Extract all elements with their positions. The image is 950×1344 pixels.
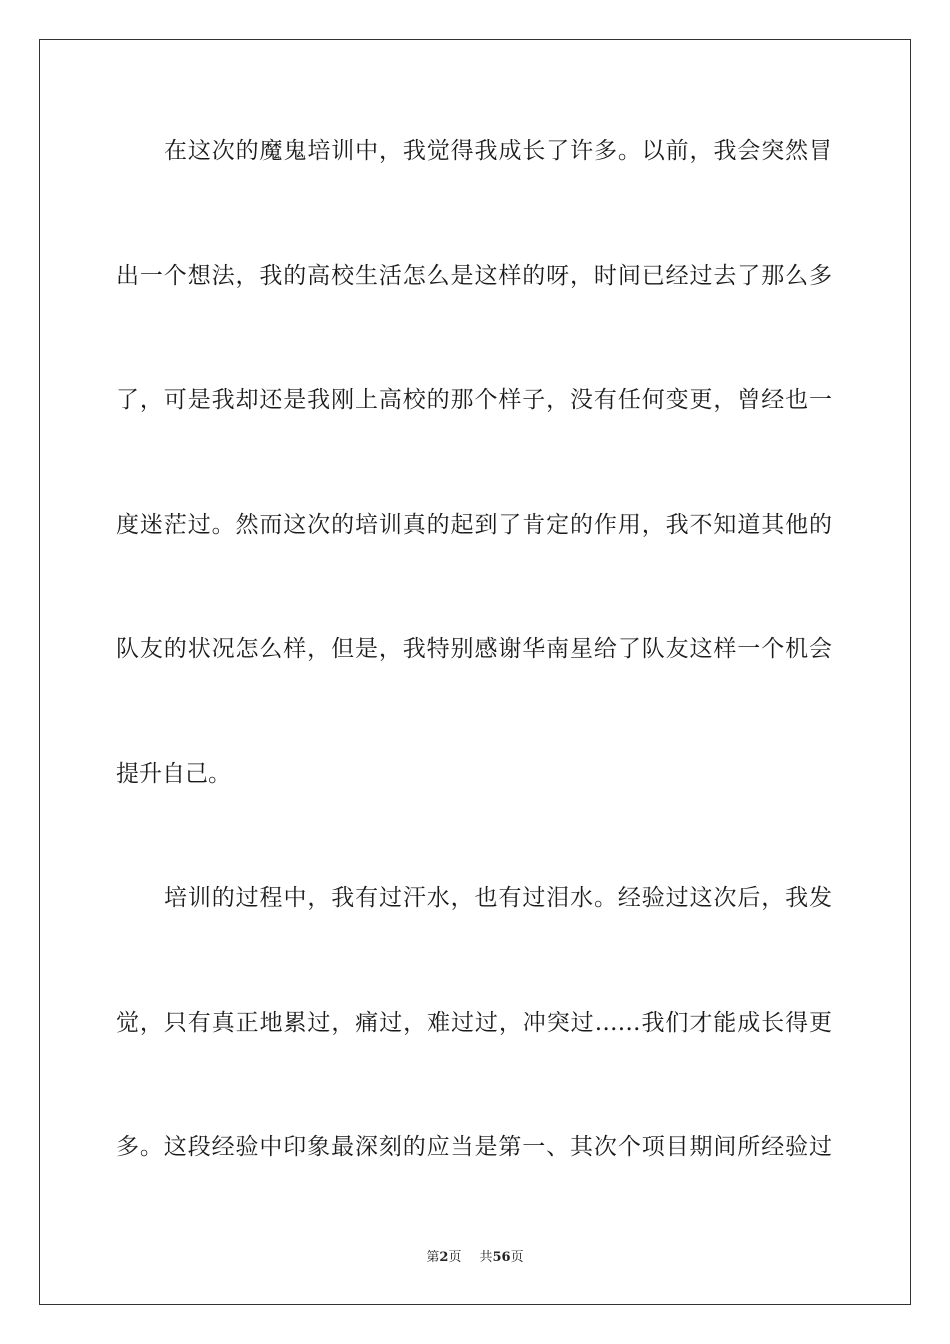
current-page-number: 2 — [439, 1250, 449, 1265]
paragraph-1-line-6: 提升自己。 — [116, 761, 231, 787]
paragraph-2-line-1: 培训的过程中，我有过汗水，也有过泪水。经验过这次后，我发 — [164, 885, 832, 911]
page-prefix: 第 — [426, 1250, 440, 1265]
paragraph-1-line-5: 队友的状况怎么样，但是，我特别感谢华南星给了队友这样一个机会 — [116, 636, 832, 662]
page-unit: 页 — [448, 1250, 462, 1265]
page-border — [39, 39, 911, 1305]
paragraph-1-line-3: 了，可是我却还是我刚上高校的那个样子，没有任何变更，曾经也一 — [116, 387, 832, 413]
paragraph-1-line-2: 出一个想法，我的高校生活怎么是这样的呀，时间已经过去了那么多 — [116, 263, 832, 289]
total-page-count: 56 — [492, 1250, 511, 1265]
paragraph-2-line-2: 觉，只有真正地累过，痛过，难过过，冲突过……我们才能成长得更 — [116, 1010, 832, 1036]
paragraph-1-line-1: 在这次的魔鬼培训中，我觉得我成长了许多。以前，我会突然冒 — [164, 138, 832, 164]
page-footer — [0, 1246, 950, 1265]
total-unit: 页 — [510, 1250, 524, 1265]
paragraph-2-line-3: 多。这段经验中印象最深刻的应当是第一、其次个项目期间所经验过 — [116, 1134, 832, 1160]
total-prefix: 共 — [479, 1250, 493, 1265]
paragraph-1-line-4: 度迷茫过。然而这次的培训真的起到了肯定的作用，我不知道其他的 — [116, 512, 832, 538]
